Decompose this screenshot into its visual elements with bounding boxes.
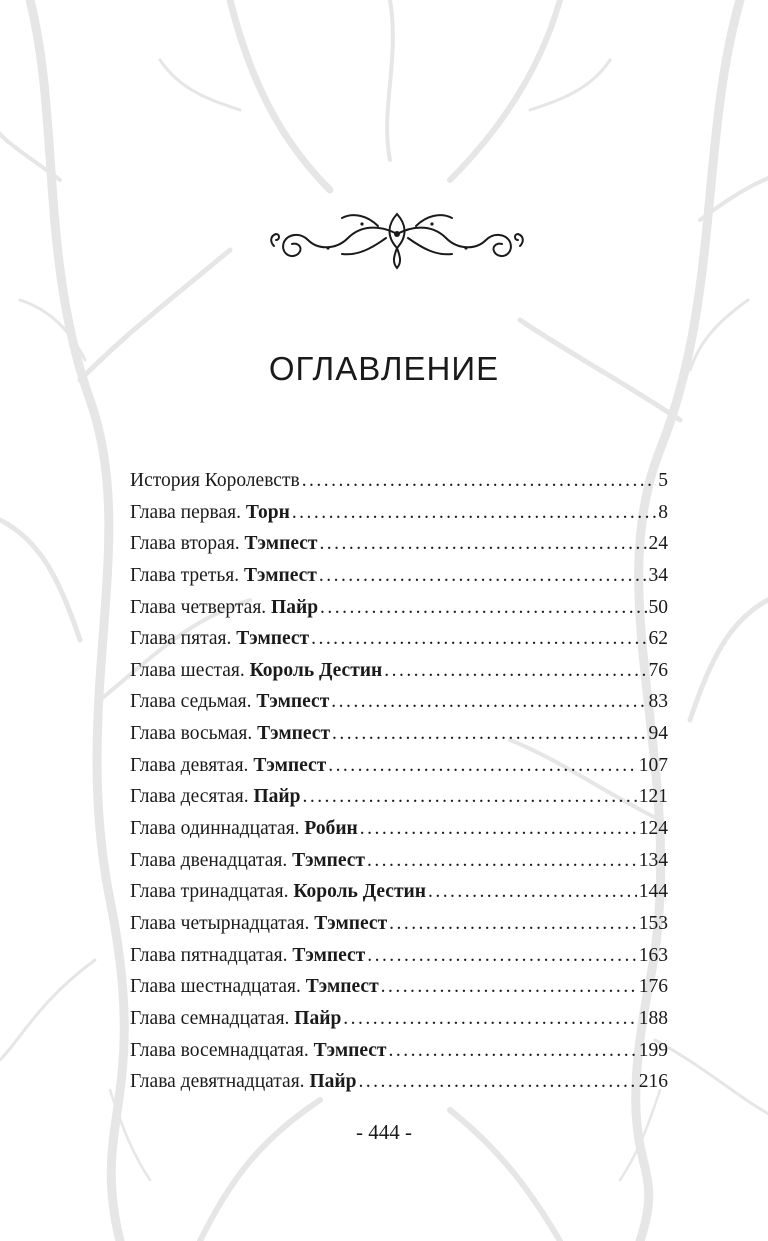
- toc-entry: [130, 1035, 668, 1067]
- toc-entry: [130, 465, 668, 497]
- toc-entry-title: [130, 908, 387, 940]
- toc-entry-page-number: 176: [638, 976, 668, 998]
- toc-entry: [130, 876, 668, 908]
- toc-entry-label: История Королевств: [130, 470, 300, 491]
- toc-entry-pov-character: Тэмпест: [314, 912, 388, 934]
- toc-entry-label: Глава шестнадцатая.: [130, 976, 306, 998]
- toc-entry-label: Глава пятнадцатая.: [130, 944, 293, 966]
- toc-entry-pov-character: Торн: [245, 501, 290, 523]
- toc-entry-title: [130, 465, 300, 497]
- toc-entry-label: Глава четвертая.: [130, 596, 272, 618]
- toc-dot-leader: [332, 718, 646, 750]
- toc-entry: [130, 940, 668, 972]
- flourish-ornament-icon: [268, 204, 526, 270]
- toc-entry-title: [130, 750, 326, 782]
- toc-entry-label: Глава первая.: [130, 501, 246, 523]
- toc-entry-pov-character: Тэмпест: [305, 976, 379, 998]
- toc-entry-page-number: 144: [638, 881, 668, 903]
- toc-entry-page-number: 153: [638, 912, 668, 934]
- toc-dot-leader: [292, 497, 656, 529]
- toc-entry-title: [130, 686, 329, 718]
- toc-dot-leader: [320, 592, 646, 624]
- toc-entry-title: [130, 845, 365, 877]
- toc-entry-label: Глава вторая.: [130, 533, 245, 555]
- toc-entry-pov-character: Король Дестин: [293, 881, 426, 903]
- toc-dot-leader: [381, 971, 637, 1003]
- toc-entry: [130, 845, 668, 877]
- toc-entry-title: [130, 497, 290, 529]
- toc-entry-page-number: 5: [658, 470, 668, 491]
- toc-entry-title: [130, 781, 301, 813]
- toc-entry-page-number: 163: [638, 944, 668, 966]
- page-number: - 444 -: [356, 1120, 412, 1144]
- toc-entry-label: Глава двенадцатая.: [130, 849, 293, 871]
- toc-entry-page-number: 124: [638, 818, 668, 840]
- toc-dot-leader: [389, 1035, 637, 1067]
- toc-dot-leader: [360, 813, 637, 845]
- toc-entry-label: Глава десятая.: [130, 786, 254, 808]
- toc-entry: [130, 623, 668, 655]
- toc-entry: [130, 592, 668, 624]
- toc-entry-title: [130, 1066, 356, 1098]
- toc-dot-leader: [367, 940, 637, 972]
- toc-dot-leader: [328, 750, 637, 782]
- toc-entry-pov-character: Пайр: [294, 1007, 342, 1029]
- toc-entry-title: [130, 971, 379, 1003]
- toc-entry-title: [130, 813, 358, 845]
- toc-entry-pov-character: Тэмпест: [256, 691, 330, 713]
- toc-entry: [130, 686, 668, 718]
- toc-entry-page-number: 62: [648, 628, 668, 650]
- toc-entry-pov-character: Тэмпест: [253, 754, 327, 776]
- toc-entry-title: [130, 718, 330, 750]
- toc-dot-leader: [319, 528, 646, 560]
- toc-entry-page-number: 134: [638, 849, 668, 871]
- toc-entry-label: Глава седьмая.: [130, 691, 257, 713]
- toc-entry-page-number: 76: [648, 659, 668, 681]
- toc-dot-leader: [367, 845, 637, 877]
- toc-entry-page-number: 216: [638, 1071, 668, 1093]
- toc-entry-title: [130, 1003, 341, 1035]
- toc-entry-title: [130, 876, 426, 908]
- toc-entry: [130, 655, 668, 687]
- toc-entry: [130, 1003, 668, 1035]
- toc-entry-pov-character: Тэмпест: [236, 628, 310, 650]
- toc-dot-leader: [319, 560, 647, 592]
- toc-entry-pov-character: Тэмпест: [244, 533, 318, 555]
- toc-entry-label: Глава четырнадцатая.: [130, 912, 315, 934]
- toc-entry: [130, 1066, 668, 1098]
- toc-entry-label: Глава одиннадцатая.: [130, 818, 305, 840]
- toc-entry: [130, 750, 668, 782]
- toc-entry-page-number: 34: [648, 564, 668, 586]
- toc-dot-leader: [384, 655, 646, 687]
- toc-entry-pov-character: Король Дестин: [249, 659, 383, 681]
- toc-dot-leader: [331, 686, 646, 718]
- toc-entry-label: Глава девятая.: [130, 754, 254, 776]
- table-of-contents: [130, 465, 668, 1098]
- toc-entry: [130, 813, 668, 845]
- toc-entry-title: [130, 560, 317, 592]
- toc-entry-pov-character: Пайр: [271, 596, 319, 618]
- toc-entry-label: Глава третья.: [130, 564, 244, 586]
- toc-entry: [130, 560, 668, 592]
- toc-entry-title: [130, 528, 317, 560]
- toc-entry: [130, 718, 668, 750]
- toc-dot-leader: [428, 876, 637, 908]
- toc-entry-pov-character: Тэмпест: [243, 564, 317, 586]
- toc-entry-page-number: 121: [638, 786, 668, 808]
- toc-dot-leader: [311, 623, 646, 655]
- toc-entry-title: [130, 655, 382, 687]
- toc-entry-pov-character: Тэмпест: [313, 1039, 387, 1061]
- toc-entry-title: [130, 592, 318, 624]
- toc-entry-label: Глава шестая.: [130, 659, 250, 681]
- toc-entry: [130, 781, 668, 813]
- toc-entry-pov-character: Тэмпест: [292, 944, 366, 966]
- toc-entry-pov-character: Пайр: [309, 1071, 357, 1093]
- toc-entry-pov-character: Тэмпест: [257, 723, 331, 745]
- toc-entry-label: Глава семнадцатая.: [130, 1007, 295, 1029]
- toc-entry-page-number: 24: [648, 533, 668, 555]
- toc-entry-label: Глава девятнадцатая.: [130, 1071, 310, 1093]
- toc-entry-page-number: 83: [648, 691, 668, 713]
- page-title: ОГЛАВЛЕНИЕ: [268, 350, 500, 387]
- toc-entry-pov-character: Тэмпест: [292, 849, 365, 871]
- toc-entry: [130, 908, 668, 940]
- toc-entry-label: Глава восьмая.: [130, 723, 258, 745]
- toc-entry-page-number: 188: [638, 1007, 668, 1029]
- toc-entry: [130, 971, 668, 1003]
- toc-entry-page-number: 8: [658, 501, 668, 523]
- toc-entry: [130, 528, 668, 560]
- toc-entry-page-number: 199: [638, 1039, 668, 1061]
- toc-entry-label: Глава восемнадцатая.: [130, 1039, 314, 1061]
- toc-dot-leader: [358, 1066, 636, 1098]
- toc-dot-leader: [389, 908, 637, 940]
- toc-dot-leader: [343, 1003, 636, 1035]
- toc-dot-leader: [302, 465, 657, 497]
- toc-entry-title: [130, 940, 365, 972]
- toc-entry-page-number: 50: [648, 596, 668, 618]
- toc-entry-pov-character: Пайр: [253, 786, 301, 808]
- toc-entry-pov-character: Робин: [304, 818, 358, 840]
- toc-entry-page-number: 107: [638, 754, 668, 776]
- toc-entry: [130, 497, 668, 529]
- toc-entry-label: Глава пятая.: [130, 628, 237, 650]
- toc-entry-title: [130, 623, 309, 655]
- toc-entry-page-number: 94: [648, 723, 668, 745]
- toc-dot-leader: [303, 781, 637, 813]
- toc-entry-label: Глава тринадцатая.: [130, 881, 294, 903]
- toc-entry-title: [130, 1035, 387, 1067]
